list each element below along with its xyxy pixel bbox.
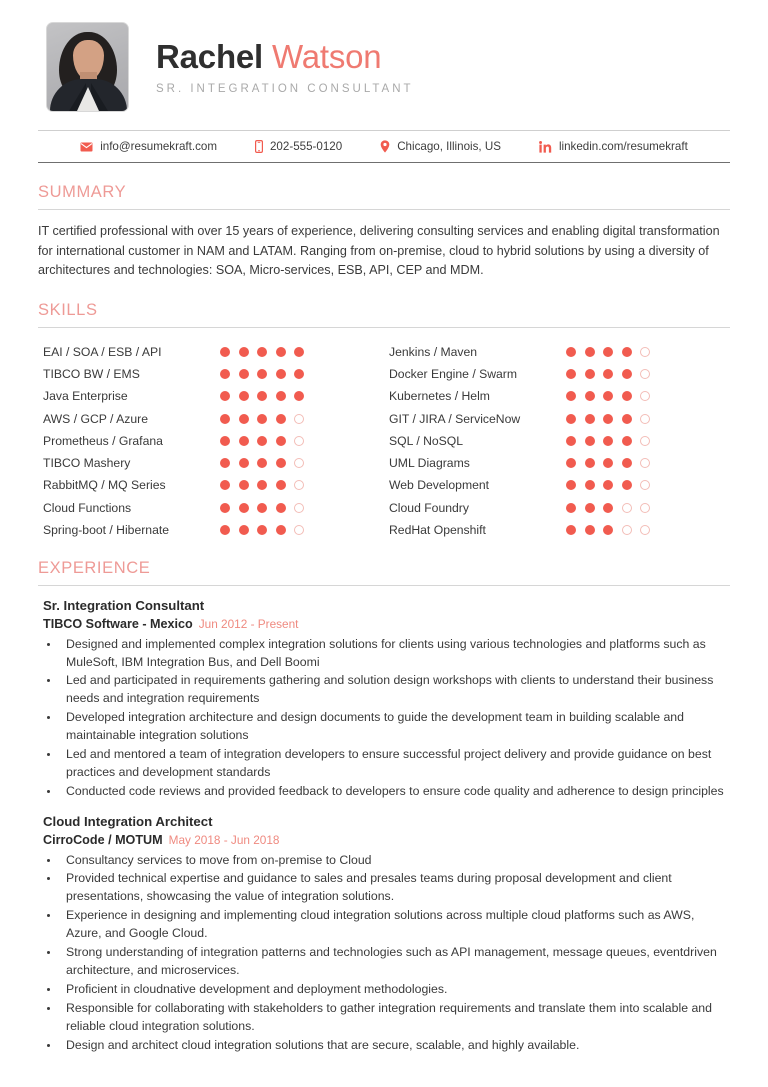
skill-label: TIBCO BW / EMS xyxy=(43,366,140,381)
skill-rating xyxy=(566,436,650,446)
experience-section xyxy=(38,541,730,1055)
rating-dot-filled xyxy=(566,347,576,357)
rating-dot-filled xyxy=(622,436,632,446)
skill-row xyxy=(384,497,730,519)
summary-text: IT certified professional with over 15 years of experience, delivering consulting services and enabling digital transformation for international customer in NAM and LATAM. Ranging from on-premise, cloud to hybrid solutions by using a diversity of architectures and technologies: SOA, Micro-services, ESB, API, CEP and MDM. xyxy=(38,224,720,278)
contact-location-label: Chicago, Illinois, US xyxy=(397,140,501,153)
rating-dot-filled xyxy=(603,503,613,513)
rating-dot-empty xyxy=(622,525,632,535)
rating-dot-filled xyxy=(566,458,576,468)
rating-dot-filled xyxy=(603,458,613,468)
phone-icon xyxy=(255,140,263,153)
skill-label: Cloud Foundry xyxy=(389,500,469,515)
skill-label: RedHat Openshift xyxy=(389,523,486,538)
linkedin-icon xyxy=(539,141,552,153)
job-meta xyxy=(38,616,730,632)
skill-row xyxy=(384,385,730,407)
rating-dot-filled xyxy=(276,391,286,401)
rating-dot-filled xyxy=(603,391,613,401)
skill-row xyxy=(38,385,384,407)
rating-dot-empty xyxy=(640,369,650,379)
rating-dot-filled xyxy=(276,414,286,424)
rating-dot-filled xyxy=(239,480,249,490)
job-bullet-list xyxy=(38,636,730,802)
rating-dot-filled xyxy=(220,480,230,490)
contact-linkedin[interactable] xyxy=(539,140,688,153)
rating-dot-filled xyxy=(257,391,267,401)
rating-dot-filled xyxy=(257,503,267,513)
full-name xyxy=(156,39,414,76)
skill-rating xyxy=(566,414,650,424)
rating-dot-empty xyxy=(640,347,650,357)
rating-dot-filled xyxy=(257,480,267,490)
skill-label: Jenkins / Maven xyxy=(389,344,478,359)
skill-rating xyxy=(220,369,304,379)
skill-row xyxy=(38,407,384,429)
skill-label: Kubernetes / Helm xyxy=(389,389,490,404)
profile-photo xyxy=(46,22,129,112)
skill-rating xyxy=(220,391,304,401)
location-pin-icon xyxy=(380,140,390,153)
contact-linkedin-label: linkedin.com/resumekraft xyxy=(558,140,688,153)
skill-row xyxy=(38,341,384,363)
rating-dot-filled xyxy=(294,347,304,357)
rating-dot-filled xyxy=(603,480,613,490)
envelope-icon xyxy=(80,142,93,152)
skill-rating xyxy=(220,436,304,446)
skill-label: GIT / JIRA / ServiceNow xyxy=(389,411,521,426)
rating-dot-filled xyxy=(585,458,595,468)
job-title: Sr. Integration Consultant xyxy=(43,598,205,614)
skill-row xyxy=(38,430,384,452)
skill-row xyxy=(384,407,730,429)
rating-dot-filled xyxy=(257,369,267,379)
rating-dot-filled xyxy=(566,391,576,401)
skill-rating xyxy=(220,503,304,513)
rating-dot-filled xyxy=(603,347,613,357)
rating-dot-empty xyxy=(640,503,650,513)
rating-dot-filled xyxy=(585,347,595,357)
skill-rating xyxy=(220,525,304,535)
rating-dot-empty xyxy=(294,503,304,513)
skill-row xyxy=(384,341,730,363)
contact-phone-label: 202-555-0120 xyxy=(269,140,343,153)
rating-dot-filled xyxy=(622,480,632,490)
skill-rating xyxy=(566,480,650,490)
skill-label: Prometheus / Grafana xyxy=(43,433,163,448)
rating-dot-filled xyxy=(276,525,286,535)
job-bullet: • Provided technical expertise and guidance to sales and presales teams during proposal development and client presentations, showcasing the value of integration solutions. xyxy=(60,870,730,906)
skills-heading: SKILLS xyxy=(38,300,98,319)
rating-dot-filled xyxy=(220,391,230,401)
rating-dot-empty xyxy=(294,458,304,468)
first-name: Rachel xyxy=(156,37,264,75)
summary-heading: SUMMARY xyxy=(38,183,127,201)
rating-dot-filled xyxy=(257,436,267,446)
resume-header xyxy=(38,0,730,130)
rating-dot-filled xyxy=(239,391,249,401)
rating-dot-filled xyxy=(276,369,286,379)
name-block xyxy=(129,39,414,96)
skill-rating xyxy=(566,391,650,401)
job-meta xyxy=(38,832,730,848)
experience-jobs xyxy=(38,586,730,1055)
skill-row xyxy=(38,474,384,496)
rating-dot-filled xyxy=(220,458,230,468)
skill-row xyxy=(384,519,730,541)
rating-dot-empty xyxy=(640,525,650,535)
contact-bar xyxy=(38,131,730,162)
skill-row xyxy=(38,497,384,519)
skill-label: SQL / NoSQL xyxy=(389,433,464,448)
skills-column-right xyxy=(384,341,730,542)
rating-dot-filled xyxy=(585,369,595,379)
job-bullet: • Proficient in cloudnative development and deployment methodologies. xyxy=(60,981,730,999)
rating-dot-filled xyxy=(566,414,576,424)
rating-dot-filled xyxy=(603,525,613,535)
job-bullet: • Developed integration architecture and design documents to guide the development team in building scalable and maintainable integration solutions xyxy=(60,709,730,745)
skill-rating xyxy=(566,347,650,357)
rating-dot-filled xyxy=(239,369,249,379)
job-bullet-list xyxy=(38,852,730,1055)
job-company: TIBCO Software - Mexico xyxy=(43,617,193,632)
job-dates: May 2018 - Jun 2018 xyxy=(168,833,280,848)
rating-dot-filled xyxy=(585,480,595,490)
skill-rating xyxy=(566,458,650,468)
rating-dot-empty xyxy=(640,436,650,446)
skill-row xyxy=(384,363,730,385)
job-bullet: • Strong understanding of integration patterns and technologies such as API management, message queues, eventdriven architecture, and microservices. xyxy=(60,944,730,980)
rating-dot-filled xyxy=(239,436,249,446)
rating-dot-filled xyxy=(585,414,595,424)
job-bullet: • Designed and implemented complex integration solutions for clients using various technologies and platforms such as MuleSoft, IBM Integration Bus, and Dell Boomi xyxy=(60,636,730,672)
skill-label: RabbitMQ / MQ Series xyxy=(43,478,166,493)
rating-dot-empty xyxy=(294,480,304,490)
rating-dot-filled xyxy=(585,391,595,401)
rating-dot-filled xyxy=(622,391,632,401)
rating-dot-filled xyxy=(276,503,286,513)
rating-dot-filled xyxy=(220,414,230,424)
experience-heading: EXPERIENCE xyxy=(38,559,151,578)
rating-dot-filled xyxy=(239,347,249,357)
job-title: Cloud Integration Architect xyxy=(43,814,213,830)
contact-location[interactable] xyxy=(380,140,501,153)
rating-dot-filled xyxy=(566,480,576,490)
rating-dot-filled xyxy=(622,458,632,468)
rating-dot-empty xyxy=(640,414,650,424)
rating-dot-filled xyxy=(603,436,613,446)
summary-section xyxy=(38,163,730,281)
job-bullet: • Conducted code reviews and provided feedback to developers to ensure code quality and adherence to design principles xyxy=(60,783,730,801)
rating-dot-filled xyxy=(294,369,304,379)
rating-dot-filled xyxy=(566,525,576,535)
contact-email[interactable] xyxy=(80,140,217,153)
rating-dot-filled xyxy=(220,503,230,513)
rating-dot-empty xyxy=(622,503,632,513)
rating-dot-filled xyxy=(257,414,267,424)
job-bullet: • Led and participated in requirements gathering and solution design workshops with clients to understand their business needs and integration requirements xyxy=(60,672,730,708)
skill-label: TIBCO Mashery xyxy=(43,456,131,471)
rating-dot-filled xyxy=(276,347,286,357)
rating-dot-filled xyxy=(276,436,286,446)
rating-dot-filled xyxy=(603,369,613,379)
job-dates: Jun 2012 - Present xyxy=(198,617,299,632)
rating-dot-filled xyxy=(239,414,249,424)
rating-dot-filled xyxy=(566,503,576,513)
rating-dot-filled xyxy=(220,347,230,357)
rating-dot-filled xyxy=(220,525,230,535)
job-bullet: • Led and mentored a team of integration developers to ensure successful project delivery and provide guidance on best practices and development standards xyxy=(60,746,730,782)
rating-dot-filled xyxy=(585,503,595,513)
skill-label: Cloud Functions xyxy=(43,500,132,515)
rating-dot-filled xyxy=(622,414,632,424)
rating-dot-filled xyxy=(585,525,595,535)
skills-section xyxy=(38,281,730,542)
rating-dot-filled xyxy=(239,458,249,468)
skill-row xyxy=(384,474,730,496)
skill-label: Web Development xyxy=(389,478,490,493)
skill-row xyxy=(38,363,384,385)
skill-label: Java Enterprise xyxy=(43,389,128,404)
job-subtitle: SR. INTEGRATION CONSULTANT xyxy=(156,83,414,96)
last-name: Watson xyxy=(272,37,382,75)
skill-row xyxy=(384,430,730,452)
rating-dot-filled xyxy=(566,436,576,446)
rating-dot-empty xyxy=(640,458,650,468)
rating-dot-filled xyxy=(603,414,613,424)
job-company: CirroCode / MOTUM xyxy=(43,833,163,848)
rating-dot-filled xyxy=(622,347,632,357)
experience-item xyxy=(38,801,730,1055)
rating-dot-empty xyxy=(640,480,650,490)
skills-column-left xyxy=(38,341,384,542)
job-bullet: • Design and architect cloud integration solutions that are secure, scalable, and highly available. xyxy=(60,1037,730,1055)
skill-label: EAI / SOA / ESB / API xyxy=(43,344,162,359)
job-bullet: • Experience in designing and implementing cloud integration solutions across multiple cloud platforms such as AWS, Azure, and Google Cloud. xyxy=(60,907,730,943)
skill-rating xyxy=(566,503,650,513)
rating-dot-filled xyxy=(585,436,595,446)
job-bullet: • Responsible for collaborating with stakeholders to gather integration requirements and translate them into scalable and reliable cloud integration solutions. xyxy=(60,1000,730,1036)
skill-label: UML Diagrams xyxy=(389,456,470,471)
rating-dot-filled xyxy=(276,458,286,468)
contact-email-label: info@resumekraft.com xyxy=(100,140,217,153)
skill-rating xyxy=(220,458,304,468)
rating-dot-filled xyxy=(294,391,304,401)
rating-dot-filled xyxy=(566,369,576,379)
experience-item xyxy=(38,586,730,801)
skill-row xyxy=(38,452,384,474)
skill-label: Docker Engine / Swarm xyxy=(389,366,518,381)
rating-dot-filled xyxy=(257,458,267,468)
skill-rating xyxy=(566,369,650,379)
rating-dot-empty xyxy=(294,414,304,424)
skill-label: AWS / GCP / Azure xyxy=(43,411,148,426)
skill-rating xyxy=(220,414,304,424)
rating-dot-filled xyxy=(257,525,267,535)
skill-label: Spring-boot / Hibernate xyxy=(43,523,170,538)
rating-dot-filled xyxy=(622,369,632,379)
contact-phone[interactable] xyxy=(255,140,342,153)
rating-dot-filled xyxy=(239,525,249,535)
rating-dot-filled xyxy=(239,503,249,513)
skill-row xyxy=(38,519,384,541)
rating-dot-filled xyxy=(220,436,230,446)
rating-dot-filled xyxy=(276,480,286,490)
rating-dot-filled xyxy=(257,347,267,357)
rating-dot-filled xyxy=(220,369,230,379)
skill-rating xyxy=(566,525,650,535)
skill-rating xyxy=(220,480,304,490)
skill-rating xyxy=(220,347,304,357)
skill-row xyxy=(384,452,730,474)
rating-dot-empty xyxy=(640,391,650,401)
job-bullet: • Consultancy services to move from on-premise to Cloud xyxy=(60,852,730,870)
rating-dot-empty xyxy=(294,525,304,535)
rating-dot-empty xyxy=(294,436,304,446)
